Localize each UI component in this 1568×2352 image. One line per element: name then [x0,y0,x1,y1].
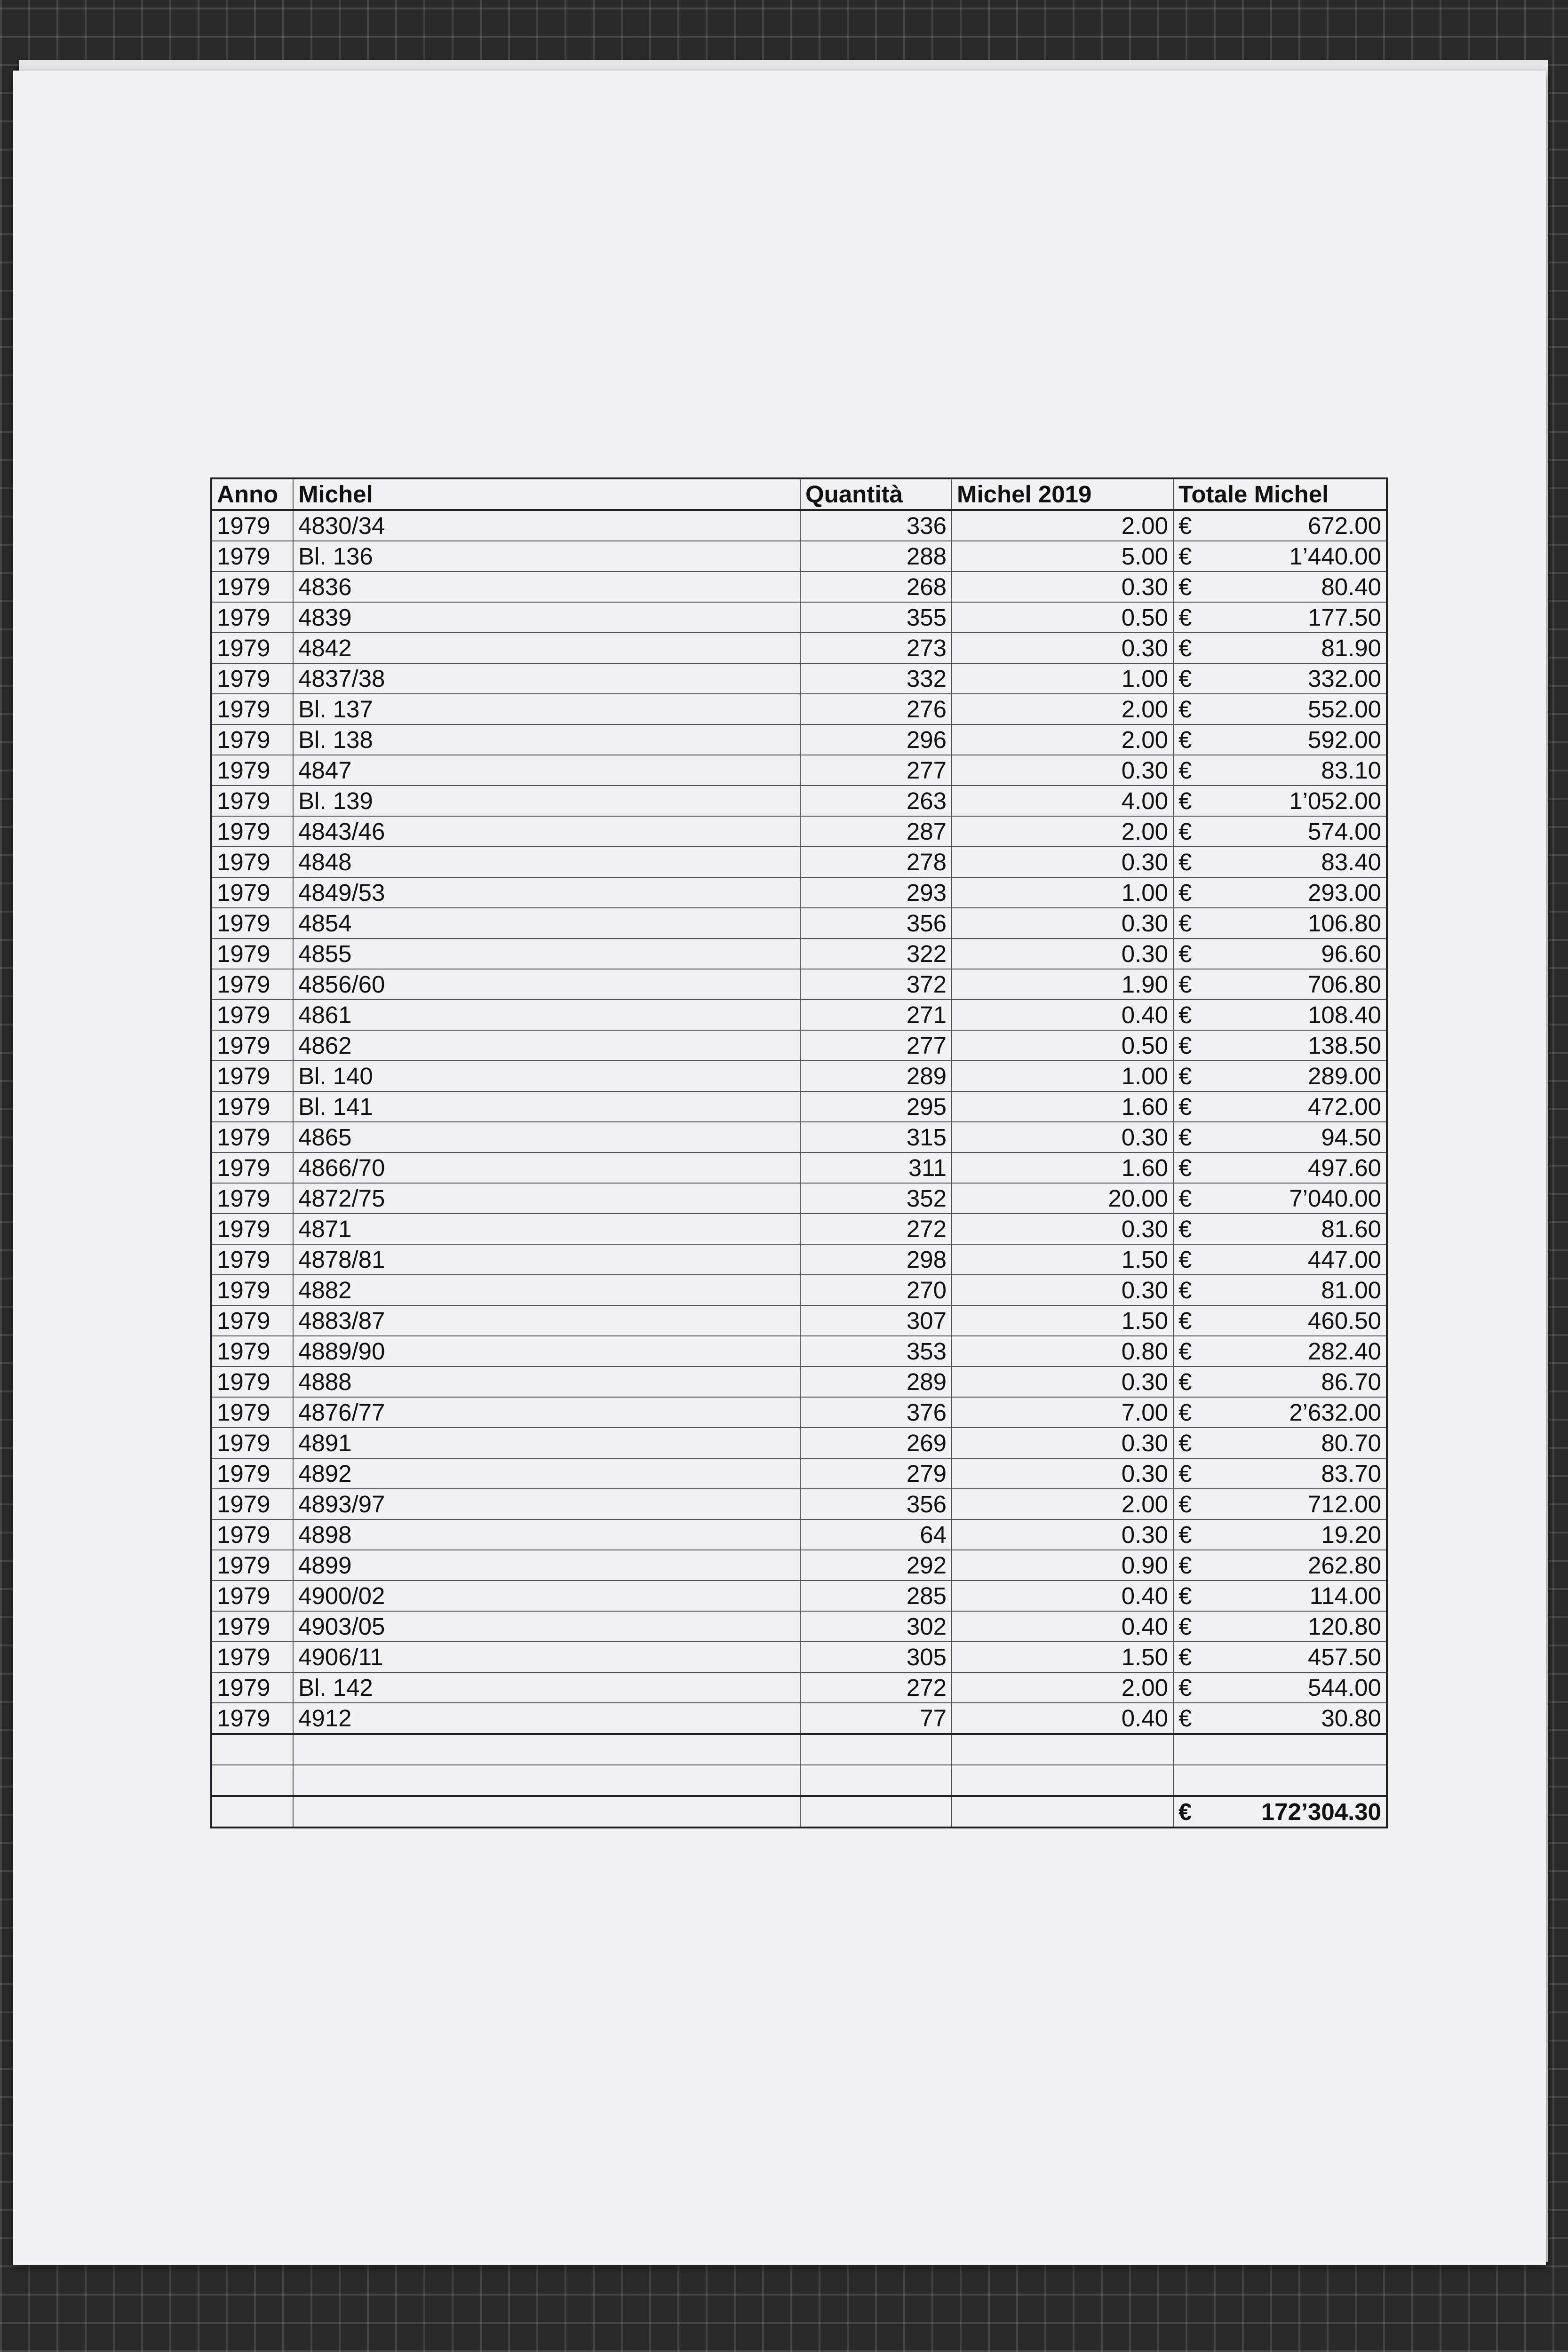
unit-price-cell: 0.30 [952,633,1173,663]
quantity-cell: 332 [800,663,952,694]
michel-number-cell: 4856/60 [293,969,800,1000]
unit-price-cell: 0.30 [952,1519,1173,1550]
michel-number-cell: 4878/81 [293,1244,800,1275]
michel-number-cell: 4855 [293,938,800,969]
anno-cell: 1979 [211,1000,293,1030]
table-footer [211,1734,1387,1828]
total-value-cell: 497.60 [1204,1152,1387,1183]
anno-cell: 1979 [211,908,293,938]
table-row [211,1336,1387,1367]
table-row [211,816,1387,847]
unit-price-cell: 5.00 [952,541,1173,572]
quantity-cell: 288 [800,541,952,572]
table-row [211,1275,1387,1305]
anno-cell: 1979 [211,877,293,908]
quantity-cell: 295 [800,1091,952,1122]
quantity-cell: 352 [800,1183,952,1214]
total-value-cell: 83.10 [1204,755,1387,786]
total-value-cell: 1’052.00 [1204,786,1387,816]
anno-cell: 1979 [211,1519,293,1550]
table-row [211,1183,1387,1214]
quantity-cell: 271 [800,1000,952,1030]
currency-symbol: € [1173,1796,1204,1828]
michel-number-cell: 4912 [293,1703,800,1734]
unit-price-cell: 1.50 [952,1244,1173,1275]
currency-symbol: € [1173,908,1204,938]
blank-row [211,1765,1387,1796]
currency-symbol: € [1173,602,1204,633]
unit-price-cell: 0.90 [952,1550,1173,1581]
table-row [211,1550,1387,1581]
anno-cell: 1979 [211,1030,293,1061]
michel-number-cell: Bl. 141 [293,1091,800,1122]
total-value-cell: 447.00 [1204,1244,1387,1275]
total-value-cell: 80.40 [1204,572,1387,602]
anno-cell: 1979 [211,1367,293,1397]
total-value-cell: 108.40 [1204,1000,1387,1030]
table-row [211,1428,1387,1458]
total-value-cell: 120.80 [1204,1611,1387,1642]
unit-price-cell: 0.40 [952,1581,1173,1611]
col-header-quantita: Quantità [800,478,952,510]
anno-cell: 1979 [211,786,293,816]
michel-number-cell: 4891 [293,1428,800,1458]
unit-price-cell: 0.50 [952,1030,1173,1061]
header-row [211,478,1387,510]
currency-symbol: € [1173,1305,1204,1336]
michel-number-cell: 4871 [293,1214,800,1244]
unit-price-cell: 1.60 [952,1091,1173,1122]
quantity-cell: 272 [800,1214,952,1244]
unit-price-cell: 0.30 [952,1428,1173,1458]
total-value-cell: 592.00 [1204,724,1387,755]
total-value-cell: 460.50 [1204,1305,1387,1336]
quantity-cell: 277 [800,1030,952,1061]
anno-cell: 1979 [211,1397,293,1428]
table-row [211,1030,1387,1061]
table-body [211,510,1387,1734]
currency-symbol: € [1173,1489,1204,1519]
currency-symbol: € [1173,969,1204,1000]
table-row [211,1611,1387,1642]
unit-price-cell: 1.90 [952,969,1173,1000]
total-value-cell: 574.00 [1204,816,1387,847]
unit-price-cell: 1.00 [952,663,1173,694]
michel-number-cell: 4866/70 [293,1152,800,1183]
table-row [211,572,1387,602]
michel-number-cell: 4843/46 [293,816,800,847]
michel-number-cell: 4842 [293,633,800,663]
currency-symbol: € [1173,1581,1204,1611]
michel-number-cell: 4876/77 [293,1397,800,1428]
unit-price-cell: 0.30 [952,1275,1173,1305]
unit-price-cell: 2.00 [952,510,1173,541]
anno-cell: 1979 [211,510,293,541]
quantity-cell: 298 [800,1244,952,1275]
quantity-cell: 277 [800,755,952,786]
table-row [211,1214,1387,1244]
total-value-cell: 96.60 [1204,938,1387,969]
table-row [211,1091,1387,1122]
quantity-cell: 356 [800,1489,952,1519]
total-value-cell: 1’440.00 [1204,541,1387,572]
table-row [211,602,1387,633]
anno-cell: 1979 [211,694,293,724]
total-value-cell: 282.40 [1204,1336,1387,1367]
anno-cell: 1979 [211,1489,293,1519]
quantity-cell: 296 [800,724,952,755]
quantity-cell: 336 [800,510,952,541]
anno-cell: 1979 [211,1275,293,1305]
total-value-cell: 81.00 [1204,1275,1387,1305]
currency-symbol: € [1173,1030,1204,1061]
currency-symbol: € [1173,694,1204,724]
total-value-cell: 332.00 [1204,663,1387,694]
anno-cell: 1979 [211,1428,293,1458]
anno-cell: 1979 [211,1152,293,1183]
table-row [211,1122,1387,1152]
total-value-cell: 81.90 [1204,633,1387,663]
quantity-cell: 315 [800,1122,952,1152]
table-row [211,1519,1387,1550]
unit-price-cell: 0.30 [952,938,1173,969]
quantity-cell: 278 [800,847,952,877]
currency-symbol: € [1173,1336,1204,1367]
total-value-cell: 706.80 [1204,969,1387,1000]
total-value-cell: 672.00 [1204,510,1387,541]
anno-cell: 1979 [211,847,293,877]
anno-cell: 1979 [211,1581,293,1611]
unit-price-cell: 0.50 [952,602,1173,633]
michel-number-cell: 4900/02 [293,1581,800,1611]
table-row [211,847,1387,877]
unit-price-cell: 0.30 [952,847,1173,877]
quantity-cell: 356 [800,908,952,938]
table-row [211,1672,1387,1703]
anno-cell: 1979 [211,1305,293,1336]
currency-symbol: € [1173,1428,1204,1458]
michel-number-cell: 4906/11 [293,1642,800,1672]
currency-symbol: € [1173,510,1204,541]
anno-cell: 1979 [211,969,293,1000]
table-row [211,1642,1387,1672]
currency-symbol: € [1173,1367,1204,1397]
anno-cell: 1979 [211,1244,293,1275]
michel-number-cell: 4861 [293,1000,800,1030]
anno-cell: 1979 [211,541,293,572]
currency-symbol: € [1173,1550,1204,1581]
quantity-cell: 376 [800,1397,952,1428]
stamp-inventory-table [210,477,1388,1828]
unit-price-cell: 1.00 [952,877,1173,908]
unit-price-cell: 0.30 [952,1214,1173,1244]
unit-price-cell: 0.30 [952,1122,1173,1152]
michel-number-cell: 4903/05 [293,1611,800,1642]
unit-price-cell: 1.50 [952,1305,1173,1336]
currency-symbol: € [1173,541,1204,572]
table-row [211,908,1387,938]
table-row [211,663,1387,694]
unit-price-cell: 2.00 [952,724,1173,755]
currency-symbol: € [1173,1061,1204,1091]
anno-cell: 1979 [211,1642,293,1672]
michel-number-cell: 4854 [293,908,800,938]
unit-price-cell: 2.00 [952,1489,1173,1519]
quantity-cell: 272 [800,1672,952,1703]
unit-price-cell: 0.30 [952,1458,1173,1489]
anno-cell: 1979 [211,1550,293,1581]
table-row [211,1061,1387,1091]
quantity-cell: 269 [800,1428,952,1458]
michel-number-cell: Bl. 140 [293,1061,800,1091]
quantity-cell: 311 [800,1152,952,1183]
michel-number-cell: 4888 [293,1367,800,1397]
michel-number-cell: 4839 [293,602,800,633]
unit-price-cell: 2.00 [952,816,1173,847]
michel-number-cell: Bl. 138 [293,724,800,755]
table-row [211,1152,1387,1183]
table-row [211,1397,1387,1428]
anno-cell: 1979 [211,755,293,786]
currency-symbol: € [1173,1091,1204,1122]
total-value-cell: 30.80 [1204,1703,1387,1734]
currency-symbol: € [1173,572,1204,602]
michel-number-cell: 4865 [293,1122,800,1152]
table-row [211,1000,1387,1030]
michel-number-cell: 4883/87 [293,1305,800,1336]
currency-symbol: € [1173,786,1204,816]
quantity-cell: 287 [800,816,952,847]
anno-cell: 1979 [211,1122,293,1152]
table-row [211,633,1387,663]
unit-price-cell: 2.00 [952,1672,1173,1703]
quantity-cell: 305 [800,1642,952,1672]
michel-number-cell: Bl. 139 [293,786,800,816]
currency-symbol: € [1173,1703,1204,1734]
quantity-cell: 307 [800,1305,952,1336]
currency-symbol: € [1173,1000,1204,1030]
unit-price-cell: 4.00 [952,786,1173,816]
currency-symbol: € [1173,1152,1204,1183]
anno-cell: 1979 [211,724,293,755]
currency-symbol: € [1173,1122,1204,1152]
table-row [211,1489,1387,1519]
quantity-cell: 302 [800,1611,952,1642]
table-row [211,1244,1387,1275]
table-row [211,694,1387,724]
currency-symbol: € [1173,1611,1204,1642]
michel-number-cell: Bl. 142 [293,1672,800,1703]
currency-symbol: € [1173,938,1204,969]
total-value-cell: 81.60 [1204,1214,1387,1244]
total-value-cell: 94.50 [1204,1122,1387,1152]
quantity-cell: 289 [800,1061,952,1091]
table-row [211,1703,1387,1734]
quantity-cell: 263 [800,786,952,816]
col-header-michel-2019: Michel 2019 [952,478,1173,510]
michel-number-cell: 4892 [293,1458,800,1489]
michel-number-cell: 4872/75 [293,1183,800,1214]
currency-symbol: € [1173,1642,1204,1672]
table-row [211,1581,1387,1611]
quantity-cell: 77 [800,1703,952,1734]
michel-number-cell: 4899 [293,1550,800,1581]
currency-symbol: € [1173,1183,1204,1214]
quantity-cell: 64 [800,1519,952,1550]
total-value-cell: 289.00 [1204,1061,1387,1091]
total-value-cell: 177.50 [1204,602,1387,633]
total-value-cell: 80.70 [1204,1428,1387,1458]
anno-cell: 1979 [211,938,293,969]
total-value-cell: 712.00 [1204,1489,1387,1519]
currency-symbol: € [1173,663,1204,694]
anno-cell: 1979 [211,1091,293,1122]
quantity-cell: 289 [800,1367,952,1397]
currency-symbol: € [1173,1519,1204,1550]
quantity-cell: 270 [800,1275,952,1305]
blank-row [211,1734,1387,1765]
unit-price-cell: 0.80 [952,1336,1173,1367]
quantity-cell: 355 [800,602,952,633]
quantity-cell: 273 [800,633,952,663]
quantity-cell: 279 [800,1458,952,1489]
total-value-cell: 552.00 [1204,694,1387,724]
quantity-cell: 353 [800,1336,952,1367]
michel-number-cell: 4849/53 [293,877,800,908]
total-value-cell: 83.70 [1204,1458,1387,1489]
unit-price-cell: 0.30 [952,755,1173,786]
michel-number-cell: 4848 [293,847,800,877]
table-row [211,541,1387,572]
anno-cell: 1979 [211,602,293,633]
michel-number-cell: 4847 [293,755,800,786]
total-value-cell: 293.00 [1204,877,1387,908]
total-value-cell: 19.20 [1204,1519,1387,1550]
currency-symbol: € [1173,816,1204,847]
table-row [211,1458,1387,1489]
currency-symbol: € [1173,847,1204,877]
unit-price-cell: 1.50 [952,1642,1173,1672]
currency-symbol: € [1173,755,1204,786]
unit-price-cell: 20.00 [952,1183,1173,1214]
table-row [211,938,1387,969]
unit-price-cell: 0.40 [952,1703,1173,1734]
quantity-cell: 322 [800,938,952,969]
col-header-totale-michel: Totale Michel [1173,478,1387,510]
unit-price-cell: 1.00 [952,1061,1173,1091]
anno-cell: 1979 [211,572,293,602]
currency-symbol: € [1173,1275,1204,1305]
anno-cell: 1979 [211,1703,293,1734]
quantity-cell: 268 [800,572,952,602]
table-row [211,969,1387,1000]
total-value-cell: 86.70 [1204,1367,1387,1397]
michel-number-cell: 4836 [293,572,800,602]
anno-cell: 1979 [211,1336,293,1367]
michel-number-cell: 4862 [293,1030,800,1061]
michel-number-cell: 4889/90 [293,1336,800,1367]
michel-number-cell: 4830/34 [293,510,800,541]
quantity-cell: 285 [800,1581,952,1611]
currency-symbol: € [1173,1672,1204,1703]
anno-cell: 1979 [211,1458,293,1489]
col-header-anno: Anno [211,478,293,510]
michel-number-cell: 4882 [293,1275,800,1305]
total-value-cell: 7’040.00 [1204,1183,1387,1214]
michel-number-cell: 4898 [293,1519,800,1550]
table-row [211,877,1387,908]
unit-price-cell: 0.30 [952,572,1173,602]
unit-price-cell: 2.00 [952,694,1173,724]
unit-price-cell: 0.30 [952,908,1173,938]
unit-price-cell: 1.60 [952,1152,1173,1183]
quantity-cell: 276 [800,694,952,724]
quantity-cell: 372 [800,969,952,1000]
total-value-cell: 544.00 [1204,1672,1387,1703]
currency-symbol: € [1173,724,1204,755]
total-value-cell: 457.50 [1204,1642,1387,1672]
unit-price-cell: 0.40 [952,1000,1173,1030]
anno-cell: 1979 [211,663,293,694]
table-row [211,1305,1387,1336]
michel-number-cell: 4893/97 [293,1489,800,1519]
anno-cell: 1979 [211,816,293,847]
anno-cell: 1979 [211,633,293,663]
total-value-cell: 138.50 [1204,1030,1387,1061]
quantity-cell: 292 [800,1550,952,1581]
currency-symbol: € [1173,1458,1204,1489]
total-value-cell: 114.00 [1204,1581,1387,1611]
total-value-cell: 472.00 [1204,1091,1387,1122]
total-value-cell: 262.80 [1204,1550,1387,1581]
table-row [211,755,1387,786]
unit-price-cell: 0.30 [952,1367,1173,1397]
currency-symbol: € [1173,1397,1204,1428]
anno-cell: 1979 [211,1214,293,1244]
grand-total-row [211,1796,1387,1828]
michel-number-cell: 4837/38 [293,663,800,694]
anno-cell: 1979 [211,1183,293,1214]
currency-symbol: € [1173,633,1204,663]
total-value-cell: 83.40 [1204,847,1387,877]
grand-total-value: 172’304.30 [1204,1796,1387,1828]
michel-number-cell: Bl. 136 [293,541,800,572]
unit-price-cell: 0.40 [952,1611,1173,1642]
michel-number-cell: Bl. 137 [293,694,800,724]
total-value-cell: 106.80 [1204,908,1387,938]
unit-price-cell: 7.00 [952,1397,1173,1428]
anno-cell: 1979 [211,1611,293,1642]
table-row [211,724,1387,755]
quantity-cell: 293 [800,877,952,908]
anno-cell: 1979 [211,1672,293,1703]
anno-cell: 1979 [211,1061,293,1091]
currency-symbol: € [1173,1244,1204,1275]
table-row [211,510,1387,541]
table-row [211,786,1387,816]
currency-symbol: € [1173,1214,1204,1244]
table-row [211,1367,1387,1397]
col-header-michel: Michel [293,478,800,510]
currency-symbol: € [1173,877,1204,908]
total-value-cell: 2’632.00 [1204,1397,1387,1428]
